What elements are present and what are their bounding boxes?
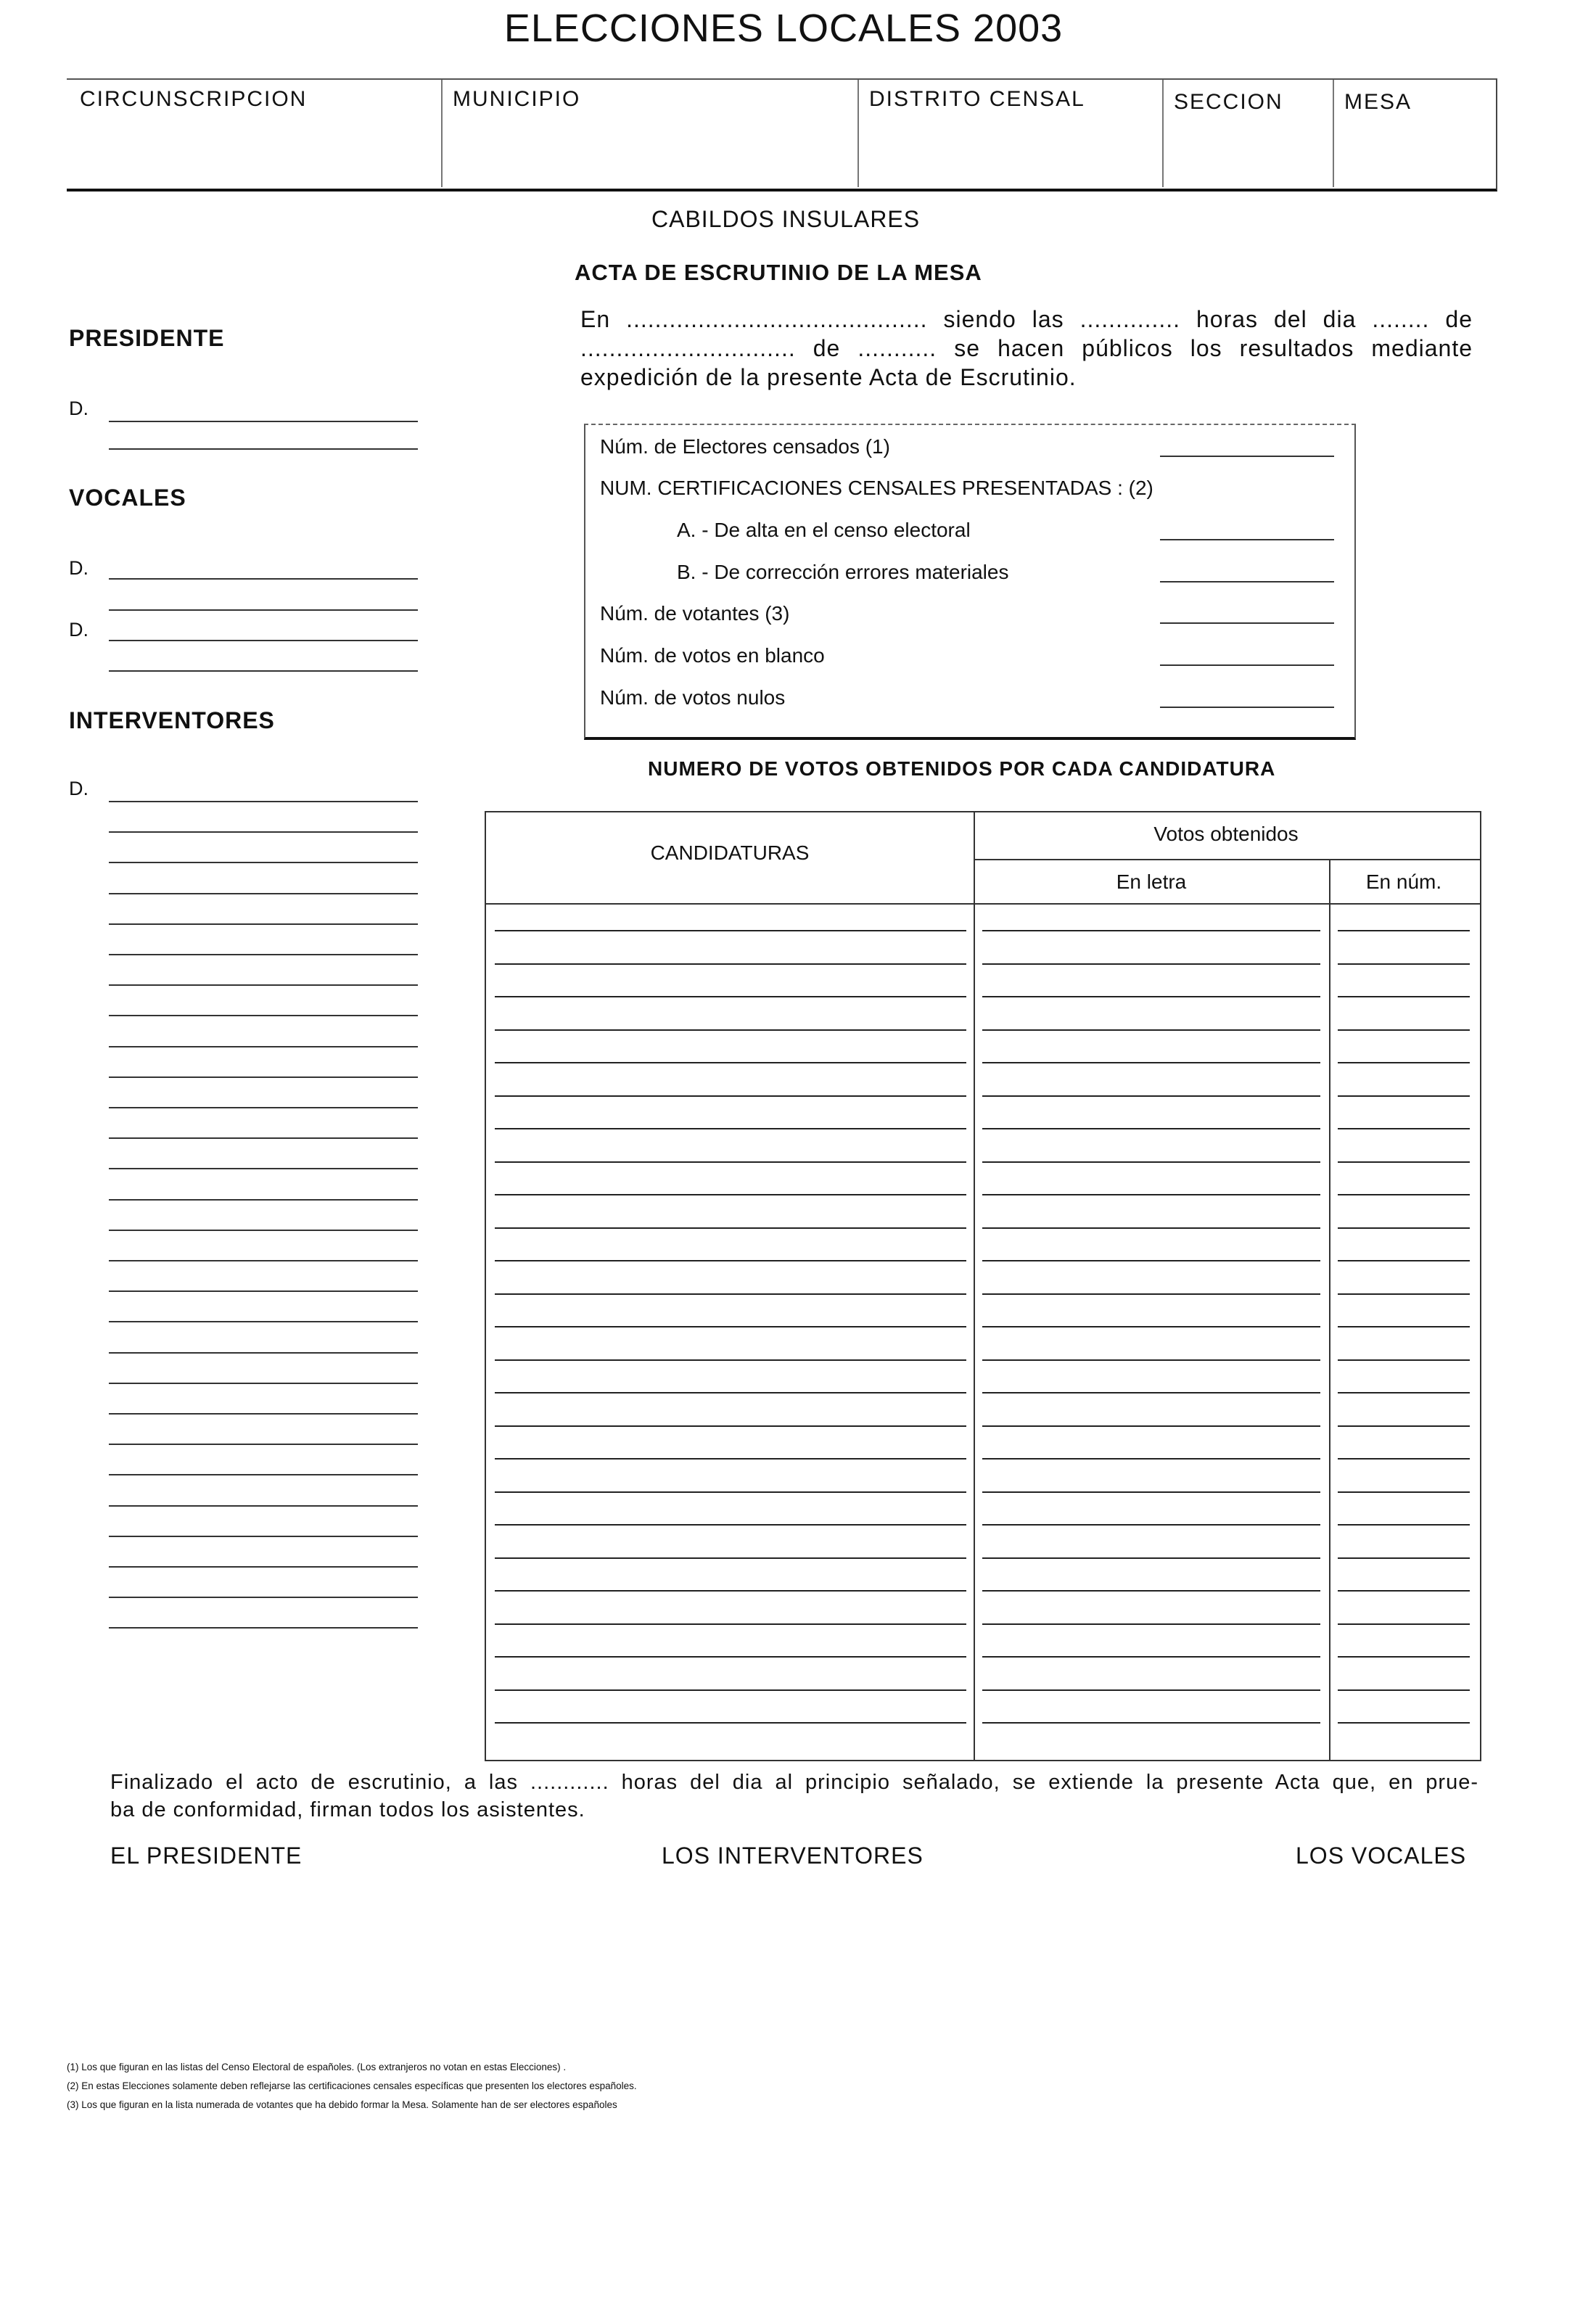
votos-letra-line[interactable] (982, 1722, 1320, 1724)
circunscripcion-field[interactable] (67, 80, 437, 187)
interventor-signature-line[interactable] (109, 1046, 418, 1047)
distrito-censal-label: DISTRITO CENSAL (869, 87, 1085, 111)
candidatura-line[interactable] (495, 1590, 966, 1592)
votos-num-line[interactable] (1338, 1161, 1470, 1163)
candidatura-line[interactable] (495, 1062, 966, 1063)
candidatura-line[interactable] (495, 1128, 966, 1129)
votos-letra-line[interactable] (982, 1689, 1320, 1691)
counts-box (584, 424, 1356, 740)
subtitle: CABILDOS INSULARES (651, 206, 921, 232)
votos-num-line[interactable] (1338, 1524, 1470, 1526)
interventores-signature-label: LOS INTERVENTORES (662, 1843, 924, 1869)
certificaciones-label: NUM. CERTIFICACIONES CENSALES PRESENTADAS : (2) (600, 477, 1153, 499)
interventor-signature-line[interactable] (109, 1597, 418, 1598)
intro-paragraph (580, 305, 1473, 392)
votos-letra-line[interactable] (982, 1260, 1320, 1261)
mesa-field[interactable] (1333, 80, 1495, 187)
votos-letra-line[interactable] (982, 1095, 1320, 1097)
alta-censo-label: A. - De alta en el censo electoral (677, 519, 971, 541)
footnote-3: (3) Los que figuran en la lista numerada de votantes que ha debido formar la Mesa. Solamente han de ser electores españoles (67, 2099, 617, 2110)
candidatura-line[interactable] (495, 1557, 966, 1559)
interventor-signature-line[interactable] (109, 1290, 418, 1292)
votos-letra-line[interactable] (982, 1227, 1320, 1229)
interventores-heading: INTERVENTORES (69, 707, 275, 733)
votos-letra-line[interactable] (982, 1458, 1320, 1460)
candidatura-line[interactable] (495, 1722, 966, 1724)
candidatura-line[interactable] (495, 1623, 966, 1625)
acta-title: ACTA DE ESCRUTINIO DE LA MESA (575, 260, 982, 285)
presidente-d-prefix: D. (69, 398, 89, 419)
votos-num-line[interactable] (1338, 996, 1470, 997)
vocal-signature-line[interactable] (109, 640, 418, 641)
votos-letra-line[interactable] (982, 1656, 1320, 1658)
candidatura-line[interactable] (495, 963, 966, 965)
votos-letra-line[interactable] (982, 1326, 1320, 1327)
candidatura-line[interactable] (495, 996, 966, 997)
votos-num-line[interactable] (1338, 1095, 1470, 1097)
votos-num-line[interactable] (1338, 1194, 1470, 1195)
en-num-header: En núm. (1365, 870, 1442, 893)
candidaturas-header: CANDIDATURAS (650, 841, 810, 864)
votos-num-line[interactable] (1338, 1590, 1470, 1592)
electores-censados-label: Núm. de Electores censados (1) (600, 435, 890, 458)
interventor-signature-line[interactable] (109, 954, 418, 955)
candidatura-line[interactable] (495, 1392, 966, 1393)
intro-line: .............................. de ........... se hacen públicos los resultados mediante (580, 335, 1473, 361)
candidatura-line[interactable] (495, 1194, 966, 1195)
candidatura-line[interactable] (495, 1227, 966, 1229)
votos-num-line[interactable] (1338, 1722, 1470, 1724)
votos-letra-line[interactable] (982, 996, 1320, 997)
votos-num-line[interactable] (1338, 1029, 1470, 1031)
votos-num-line[interactable] (1338, 1689, 1470, 1691)
vocal-signature-line[interactable] (109, 670, 418, 672)
votos-num-line[interactable] (1338, 1656, 1470, 1658)
votos-nulos-field[interactable] (1160, 707, 1334, 708)
en-letra-header: En letra (1116, 870, 1187, 893)
candidatura-line[interactable] (495, 1524, 966, 1526)
votos-num-line[interactable] (1338, 1458, 1470, 1460)
votes-table (485, 811, 1481, 1761)
intro-line: En .......................................... siendo las .............. horas del dia ........ de (580, 306, 1473, 332)
interventor-signature-line[interactable] (109, 893, 418, 894)
votes-section-title: NUMERO DE VOTOS OBTENIDOS POR CADA CANDIDATURA (648, 757, 1276, 780)
interventor-signature-line[interactable] (109, 1413, 418, 1415)
votos-num-line[interactable] (1338, 1425, 1470, 1427)
interventor-signature-line[interactable] (109, 984, 418, 986)
candidatura-line[interactable] (495, 1161, 966, 1163)
votantes-field[interactable] (1160, 622, 1334, 624)
candidatura-line[interactable] (495, 1656, 966, 1658)
interventor-signature-line[interactable] (109, 1627, 418, 1629)
votos-num-line[interactable] (1338, 1557, 1470, 1559)
interventor-signature-line[interactable] (109, 1383, 418, 1384)
votos-num-line[interactable] (1338, 1128, 1470, 1129)
seccion-field[interactable] (1162, 80, 1332, 187)
votos-num-line[interactable] (1338, 1491, 1470, 1493)
votos-letra-line[interactable] (982, 1392, 1320, 1393)
votantes-label: Núm. de votantes (3) (600, 602, 790, 625)
footnote-1: (1) Los que figuran en las listas del Censo Electoral de españoles. (Los extranjeros no votan en estas Elecciones) . (67, 2062, 567, 2072)
interventor-signature-line[interactable] (109, 1260, 418, 1261)
votos-letra-line[interactable] (982, 1590, 1320, 1592)
vocal-d-prefix: D. (69, 619, 89, 641)
candidatura-line[interactable] (495, 1491, 966, 1493)
interventor-signature-line[interactable] (109, 862, 418, 863)
interventor-signature-line[interactable] (109, 1168, 418, 1169)
votos-letra-line[interactable] (982, 1359, 1320, 1361)
interventor-signature-line[interactable] (109, 831, 418, 833)
votos-num-line[interactable] (1338, 1062, 1470, 1063)
interventor-signature-line[interactable] (109, 1444, 418, 1445)
candidatura-line[interactable] (495, 1029, 966, 1031)
votos-letra-line[interactable] (982, 1491, 1320, 1493)
correccion-errores-label: B. - De corrección errores materiales (677, 561, 1009, 583)
votos-num-line[interactable] (1338, 1359, 1470, 1361)
votos-nulos-label: Núm. de votos nulos (600, 686, 786, 709)
presidente-signature-line[interactable] (109, 448, 418, 450)
column-divider (974, 812, 975, 1760)
interventor-signature-line[interactable] (109, 1321, 418, 1322)
header-bottom-border (486, 903, 1480, 905)
votos-letra-line[interactable] (982, 930, 1320, 931)
votos-blanco-label: Núm. de votos en blanco (600, 644, 825, 667)
votos-obtenidos-header: Votos obtenidos (1153, 823, 1299, 845)
votos-letra-line[interactable] (982, 1161, 1320, 1163)
presidente-signature-line[interactable] (109, 421, 418, 422)
circunscripcion-label: CIRCUNSCRIPCION (80, 87, 308, 111)
interventor-signature-line[interactable] (109, 801, 418, 802)
votos-num-line[interactable] (1338, 1293, 1470, 1295)
votos-letra-line[interactable] (982, 1293, 1320, 1295)
interventor-d-prefix: D. (69, 778, 89, 799)
votos-letra-line[interactable] (982, 1623, 1320, 1625)
presidente-signature-label: EL PRESIDENTE (110, 1843, 303, 1869)
votos-letra-line[interactable] (982, 1425, 1320, 1427)
votos-num-line[interactable] (1338, 930, 1470, 931)
header-divider (974, 859, 1480, 860)
votos-blanco-field[interactable] (1160, 664, 1334, 666)
candidatura-line[interactable] (495, 1293, 966, 1295)
votos-num-line[interactable] (1338, 963, 1470, 965)
candidatura-line[interactable] (495, 930, 966, 931)
candidatura-line[interactable] (495, 1425, 966, 1427)
votos-letra-line[interactable] (982, 1062, 1320, 1063)
votos-num-line[interactable] (1338, 1623, 1470, 1625)
votos-letra-line[interactable] (982, 1194, 1320, 1195)
candidatura-line[interactable] (495, 1689, 966, 1691)
alta-censo-field[interactable] (1160, 539, 1334, 540)
municipio-label: MUNICIPIO (453, 87, 581, 111)
distrito-censal-field[interactable] (857, 80, 1162, 187)
votos-num-line[interactable] (1338, 1392, 1470, 1393)
vocal-signature-line[interactable] (109, 578, 418, 580)
page-title: ELECCIONES LOCALES 2003 (503, 7, 1064, 50)
interventor-signature-line[interactable] (109, 1230, 418, 1231)
interventor-signature-line[interactable] (109, 1137, 418, 1139)
header-fields-box (67, 78, 1497, 192)
candidatura-line[interactable] (495, 1260, 966, 1261)
interventor-signature-line[interactable] (109, 1505, 418, 1507)
municipio-field[interactable] (441, 80, 856, 187)
votos-letra-line[interactable] (982, 1029, 1320, 1031)
interventor-signature-line[interactable] (109, 1566, 418, 1568)
candidatura-line[interactable] (495, 1359, 966, 1361)
candidatura-line[interactable] (495, 1326, 966, 1327)
closing-paragraph (110, 1769, 1478, 1824)
interventor-signature-line[interactable] (109, 1352, 418, 1354)
interventor-signature-line[interactable] (109, 1199, 418, 1201)
candidatura-line[interactable] (495, 1095, 966, 1097)
footnote-2: (2) En estas Elecciones solamente deben reflejarse las certificaciones censales específicas que presenten los electores españoles. (67, 2080, 637, 2091)
electores-censados-field[interactable] (1160, 456, 1334, 457)
vocal-d-prefix: D. (69, 557, 89, 579)
closing-line: ba de conformidad, firman todos los asistentes. (110, 1798, 585, 1821)
votos-letra-line[interactable] (982, 1524, 1320, 1526)
votos-num-line[interactable] (1338, 1227, 1470, 1229)
presidente-heading: PRESIDENTE (69, 325, 225, 351)
votos-letra-line[interactable] (982, 1557, 1320, 1559)
votos-letra-line[interactable] (982, 963, 1320, 965)
votos-letra-line[interactable] (982, 1128, 1320, 1129)
intro-line: expedición de la presente Acta de Escrutinio. (580, 364, 1077, 390)
interventor-signature-line[interactable] (109, 1536, 418, 1537)
column-divider (1329, 859, 1330, 1760)
interventor-signature-line[interactable] (109, 923, 418, 925)
candidatura-line[interactable] (495, 1458, 966, 1460)
interventor-signature-line[interactable] (109, 1474, 418, 1475)
interventor-signature-line[interactable] (109, 1107, 418, 1108)
vocal-signature-line[interactable] (109, 609, 418, 611)
closing-line: Finalizado el acto de escrutinio, a las ............ horas del dia al principio señalado, se extiende la presente Acta que, en prue- (110, 1771, 1478, 1794)
mesa-label: MESA (1344, 90, 1412, 114)
vocales-signature-label: LOS VOCALES (1296, 1843, 1467, 1869)
seccion-label: SECCION (1174, 90, 1283, 114)
correccion-errores-field[interactable] (1160, 581, 1334, 582)
interventor-signature-line[interactable] (109, 1076, 418, 1078)
vocales-heading: VOCALES (69, 485, 186, 511)
interventor-signature-line[interactable] (109, 1015, 418, 1016)
votos-num-line[interactable] (1338, 1260, 1470, 1261)
votos-num-line[interactable] (1338, 1326, 1470, 1327)
